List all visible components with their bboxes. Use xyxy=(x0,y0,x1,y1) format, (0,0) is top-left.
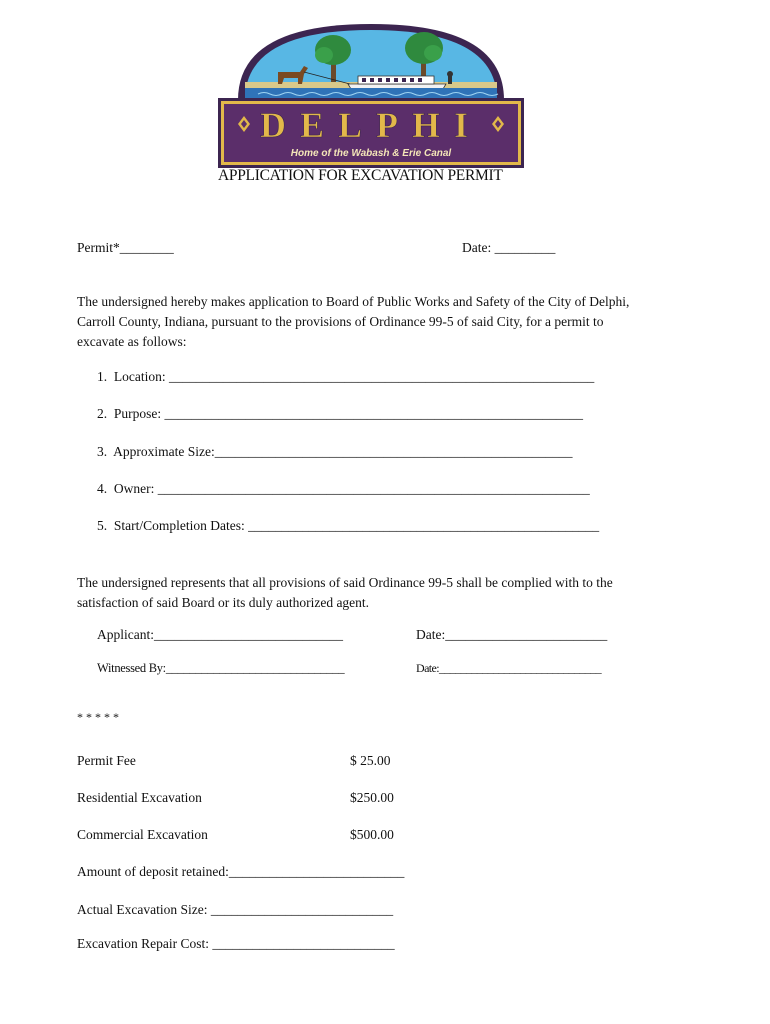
fee-label: Residential Excavation xyxy=(77,790,202,805)
deposit-retained-field[interactable]: Amount of deposit retained:__________________________ xyxy=(77,864,405,879)
location-field[interactable]: _______________________________________________________________ xyxy=(168,369,595,384)
approximate-size-field[interactable]: _____________________________________________________ xyxy=(214,444,573,459)
list-item[interactable] xyxy=(97,444,573,460)
purpose-field[interactable]: ______________________________________________________________ xyxy=(164,406,583,421)
start-completion-dates-field[interactable]: ____________________________________________________ xyxy=(248,518,600,533)
intro-paragraph: The undersigned hereby makes application to Board of Public Works and Safety of the City of Delphi, Carroll County, Indiana, pursuant to the provisions of Ordinance 99-5 of said City, for a permit to excavate as follows: xyxy=(77,294,630,349)
logo-tagline: Home of the Wabash & Erie Canal xyxy=(290,148,452,159)
fee-amount: $ 25.00 xyxy=(350,753,391,768)
list-item[interactable] xyxy=(97,481,590,497)
fee-label: Permit Fee xyxy=(77,753,136,768)
applicant-signature-field[interactable]: Applicant:____________________________ xyxy=(97,627,343,642)
actual-excavation-size-field[interactable]: Actual Excavation Size: ___________________________ xyxy=(77,902,394,917)
header-date-field[interactable]: Date: _________ xyxy=(462,240,556,255)
excavation-repair-cost-field[interactable]: Excavation Repair Cost: ___________________________ xyxy=(77,936,395,951)
permit-number-field[interactable]: Permit*________ xyxy=(77,240,174,255)
witness-signature-field[interactable]: Witnessed By:______________________________ xyxy=(97,661,345,675)
fee-amount: $500.00 xyxy=(350,827,394,842)
witness-date-field[interactable]: Date:______________________________ xyxy=(416,661,601,675)
item-label-start-completion: Start/Completion Dates: xyxy=(113,518,245,533)
item-label-purpose: Purpose: xyxy=(113,406,162,421)
list-item[interactable] xyxy=(97,369,594,385)
logo-word: DELPHI xyxy=(259,105,483,145)
item-number: 5. xyxy=(97,518,108,533)
page-title: APPLICATION FOR EXCAVATION PERMIT xyxy=(218,167,503,184)
item-label-location: Location: xyxy=(113,369,166,384)
delphi-logo xyxy=(218,22,524,168)
item-number: 4. xyxy=(97,481,108,496)
fee-amount: $250.00 xyxy=(350,790,394,805)
compliance-statement: The undersigned represents that all provisions of said Ordinance 99-5 shall be complied with to the satisfaction of said Board or its duly authorized agent. xyxy=(77,575,613,610)
list-item[interactable] xyxy=(97,406,583,422)
item-number: 1. xyxy=(97,369,108,384)
list-item[interactable] xyxy=(97,518,599,534)
item-number: 2. xyxy=(97,406,108,421)
item-label-approximate-size: Approximate Size: xyxy=(113,444,215,459)
fee-label: Commercial Excavation xyxy=(77,827,208,842)
owner-field[interactable]: ________________________________________________________________ xyxy=(157,481,590,496)
item-number: 3. xyxy=(97,444,108,459)
applicant-date-field[interactable]: Date:________________________ xyxy=(416,627,608,642)
section-separator: * * * * * xyxy=(77,710,119,724)
item-label-owner: Owner: xyxy=(113,481,155,496)
